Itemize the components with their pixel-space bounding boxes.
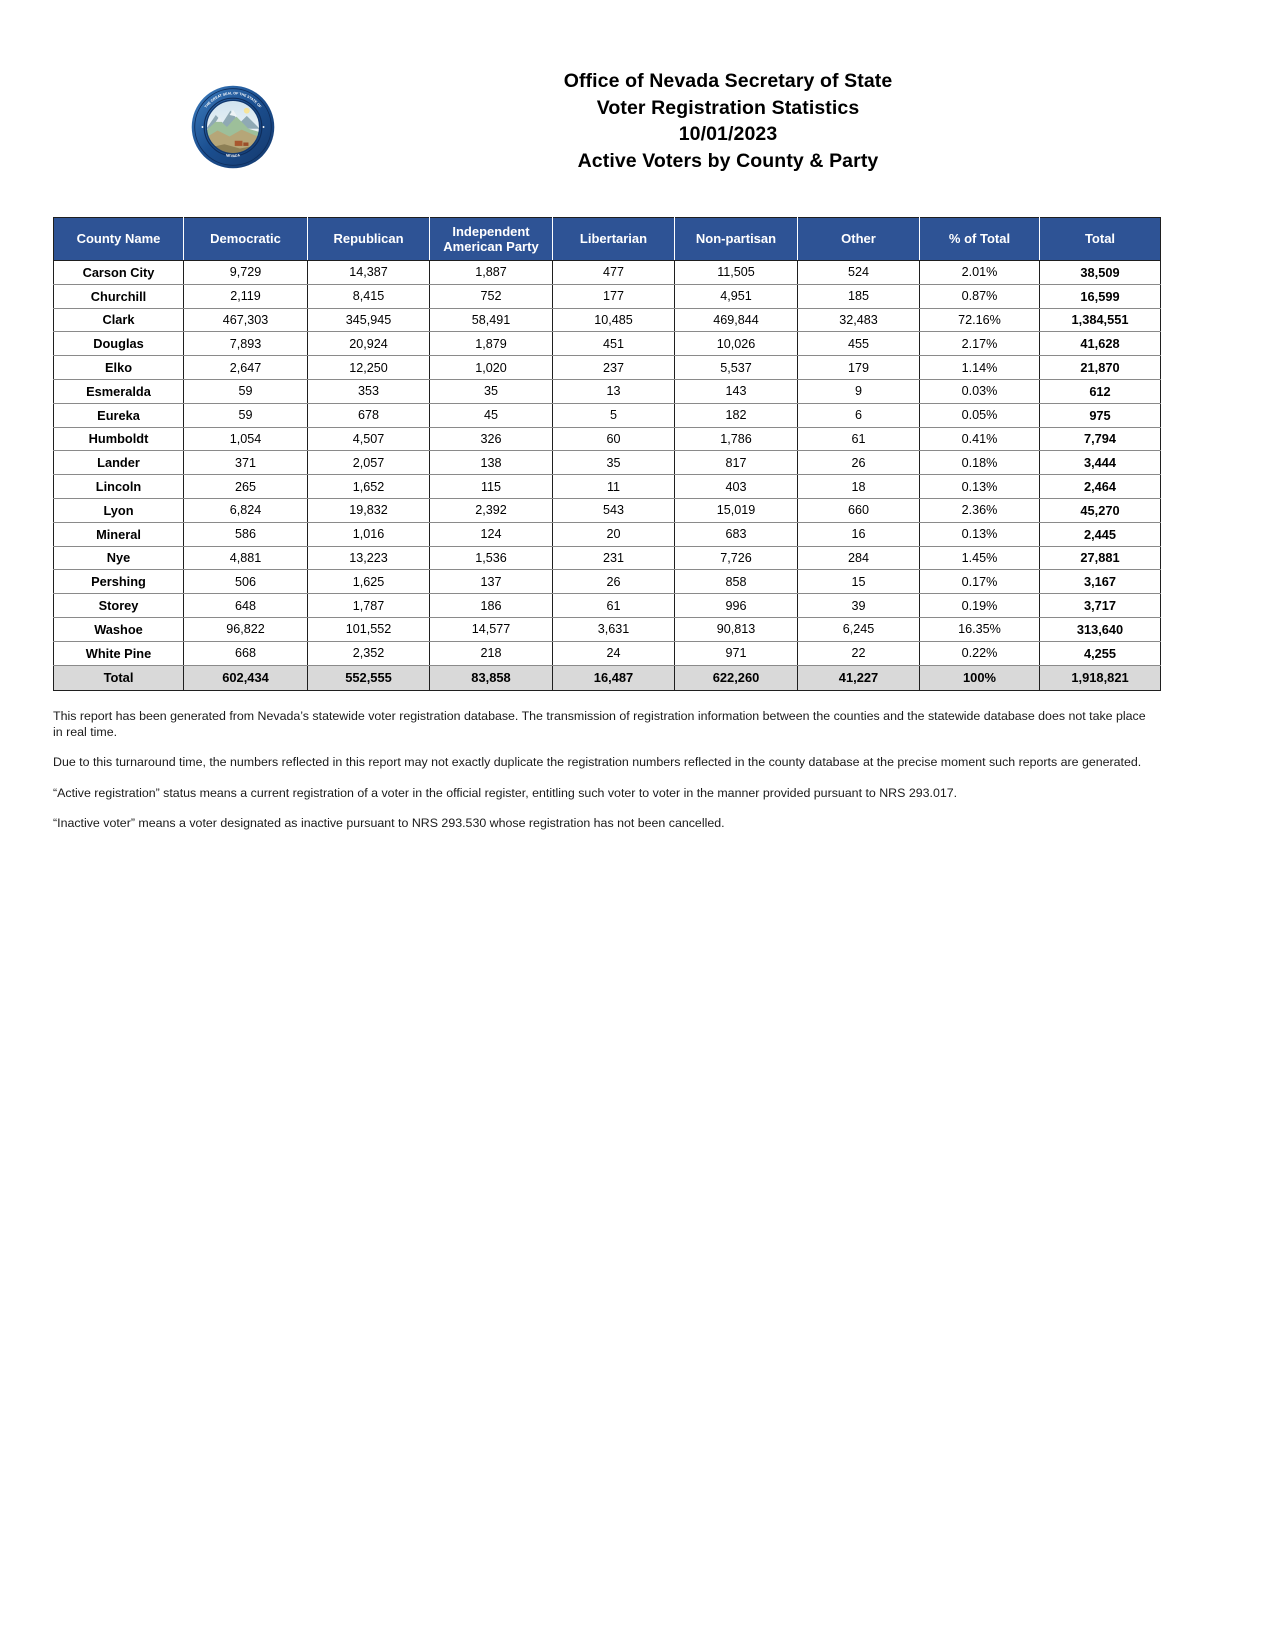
cell-total: 38,509 <box>1040 261 1161 285</box>
cell-county-name: White Pine <box>54 641 184 665</box>
cell-democratic: 1,054 <box>184 427 308 451</box>
column-header-total: Total <box>1040 218 1161 261</box>
table-row <box>54 475 1161 499</box>
report-header <box>0 0 1265 174</box>
cell-republican: 678 <box>308 403 430 427</box>
cell-county-name: Washoe <box>54 617 184 641</box>
table-row <box>54 332 1161 356</box>
cell-other: 26 <box>798 451 920 475</box>
cell-republican: 12,250 <box>308 356 430 380</box>
total-cell-democratic: 602,434 <box>184 665 308 690</box>
cell-total: 1,384,551 <box>1040 308 1161 332</box>
report-title-block <box>276 68 1265 174</box>
cell-pct-of-total: 0.41% <box>920 427 1040 451</box>
title-line-subject: Voter Registration Statistics <box>596 96 860 119</box>
table-row <box>54 356 1161 380</box>
svg-text:THE GREAT SEAL OF THE STATE OF: THE GREAT SEAL OF THE STATE OF <box>203 91 263 109</box>
cell-libertarian: 451 <box>553 332 675 356</box>
title-line-office: Office of Nevada Secretary of State <box>563 70 893 92</box>
table-row <box>54 379 1161 403</box>
table-row <box>54 261 1161 285</box>
cell-non-partisan: 858 <box>675 570 798 594</box>
cell-non-partisan: 4,951 <box>675 284 798 308</box>
cell-democratic: 371 <box>184 451 308 475</box>
cell-republican: 4,507 <box>308 427 430 451</box>
note-transmission: This report has been generated from Nevada’s statewide voter registration database. The transmission of registration information between the counties and the statewide database does not take place in real time. <box>53 708 1146 739</box>
table-row <box>54 594 1161 618</box>
cell-republican: 345,945 <box>308 308 430 332</box>
cell-county-name: Mineral <box>54 522 184 546</box>
nevada-state-seal-icon <box>190 84 276 170</box>
cell-county-name: Lander <box>54 451 184 475</box>
cell-republican: 14,387 <box>308 261 430 285</box>
cell-democratic: 586 <box>184 522 308 546</box>
cell-non-partisan: 1,786 <box>675 427 798 451</box>
total-cell-independent-american-party: 83,858 <box>430 665 553 690</box>
cell-republican: 1,787 <box>308 594 430 618</box>
cell-independent-american-party: 138 <box>430 451 553 475</box>
column-header-republican: Republican <box>308 218 430 261</box>
table-header-row-group <box>54 218 1161 261</box>
cell-non-partisan: 817 <box>675 451 798 475</box>
title-line-scope: Active Voters by County & Party <box>577 149 879 172</box>
total-cell-non-partisan: 622,260 <box>675 665 798 690</box>
cell-independent-american-party: 137 <box>430 570 553 594</box>
cell-pct-of-total: 72.16% <box>920 308 1040 332</box>
cell-total: 7,794 <box>1040 427 1161 451</box>
cell-republican: 1,625 <box>308 570 430 594</box>
cell-total: 3,444 <box>1040 451 1161 475</box>
cell-non-partisan: 10,026 <box>675 332 798 356</box>
total-cell-republican: 552,555 <box>308 665 430 690</box>
cell-independent-american-party: 1,020 <box>430 356 553 380</box>
table-row <box>54 546 1161 570</box>
cell-libertarian: 177 <box>553 284 675 308</box>
cell-pct-of-total: 16.35% <box>920 617 1040 641</box>
cell-pct-of-total: 2.17% <box>920 332 1040 356</box>
cell-republican: 1,016 <box>308 522 430 546</box>
cell-libertarian: 61 <box>553 594 675 618</box>
voter-registration-table-container <box>53 217 1160 691</box>
svg-text:NEVADA: NEVADA <box>225 153 241 159</box>
cell-pct-of-total: 0.05% <box>920 403 1040 427</box>
cell-pct-of-total: 2.01% <box>920 261 1040 285</box>
cell-total: 3,167 <box>1040 570 1161 594</box>
cell-libertarian: 3,631 <box>553 617 675 641</box>
cell-non-partisan: 5,537 <box>675 356 798 380</box>
cell-total: 612 <box>1040 379 1161 403</box>
cell-independent-american-party: 186 <box>430 594 553 618</box>
cell-independent-american-party: 14,577 <box>430 617 553 641</box>
column-header-non-partisan: Non-partisan <box>675 218 798 261</box>
cell-pct-of-total: 0.13% <box>920 522 1040 546</box>
cell-pct-of-total: 1.45% <box>920 546 1040 570</box>
cell-democratic: 2,119 <box>184 284 308 308</box>
cell-democratic: 4,881 <box>184 546 308 570</box>
cell-non-partisan: 11,505 <box>675 261 798 285</box>
cell-libertarian: 237 <box>553 356 675 380</box>
cell-county-name: Storey <box>54 594 184 618</box>
cell-other: 179 <box>798 356 920 380</box>
cell-libertarian: 477 <box>553 261 675 285</box>
cell-republican: 1,652 <box>308 475 430 499</box>
cell-total: 2,445 <box>1040 522 1161 546</box>
cell-republican: 13,223 <box>308 546 430 570</box>
total-cell-total: 1,918,821 <box>1040 665 1161 690</box>
cell-total: 975 <box>1040 403 1161 427</box>
cell-pct-of-total: 0.17% <box>920 570 1040 594</box>
cell-pct-of-total: 0.18% <box>920 451 1040 475</box>
cell-democratic: 467,303 <box>184 308 308 332</box>
cell-county-name: Humboldt <box>54 427 184 451</box>
table-row <box>54 641 1161 665</box>
cell-republican: 20,924 <box>308 332 430 356</box>
cell-total: 3,717 <box>1040 594 1161 618</box>
cell-democratic: 96,822 <box>184 617 308 641</box>
cell-non-partisan: 403 <box>675 475 798 499</box>
cell-independent-american-party: 326 <box>430 427 553 451</box>
cell-independent-american-party: 1,536 <box>430 546 553 570</box>
column-header-independent-american-party: Independent American Party <box>430 218 553 261</box>
cell-libertarian: 11 <box>553 475 675 499</box>
cell-county-name: Pershing <box>54 570 184 594</box>
cell-other: 15 <box>798 570 920 594</box>
cell-democratic: 506 <box>184 570 308 594</box>
cell-independent-american-party: 115 <box>430 475 553 499</box>
cell-non-partisan: 90,813 <box>675 617 798 641</box>
cell-other: 61 <box>798 427 920 451</box>
cell-pct-of-total: 0.13% <box>920 475 1040 499</box>
cell-total: 41,628 <box>1040 332 1161 356</box>
cell-libertarian: 5 <box>553 403 675 427</box>
total-cell-other: 41,227 <box>798 665 920 690</box>
cell-non-partisan: 182 <box>675 403 798 427</box>
cell-total: 21,870 <box>1040 356 1161 380</box>
cell-total: 2,464 <box>1040 475 1161 499</box>
cell-total: 313,640 <box>1040 617 1161 641</box>
cell-democratic: 6,824 <box>184 498 308 522</box>
note-turnaround: Due to this turnaround time, the numbers reflected in this report may not exactly duplicate the registration numbers reflected in the county database at the precise moment such reports are generated. <box>53 755 1142 770</box>
cell-libertarian: 13 <box>553 379 675 403</box>
cell-libertarian: 231 <box>553 546 675 570</box>
cell-democratic: 59 <box>184 379 308 403</box>
cell-independent-american-party: 58,491 <box>430 308 553 332</box>
cell-other: 22 <box>798 641 920 665</box>
column-header-county-name: County Name <box>54 218 184 261</box>
cell-pct-of-total: 0.03% <box>920 379 1040 403</box>
cell-other: 16 <box>798 522 920 546</box>
table-row <box>54 284 1161 308</box>
column-header-democratic: Democratic <box>184 218 308 261</box>
total-cell-county-name: Total <box>54 665 184 690</box>
column-header-pct-of-total: % of Total <box>920 218 1040 261</box>
voter-registration-table <box>53 217 1161 691</box>
cell-independent-american-party: 2,392 <box>430 498 553 522</box>
cell-county-name: Lincoln <box>54 475 184 499</box>
cell-other: 185 <box>798 284 920 308</box>
cell-county-name: Douglas <box>54 332 184 356</box>
cell-libertarian: 24 <box>553 641 675 665</box>
cell-other: 455 <box>798 332 920 356</box>
cell-independent-american-party: 124 <box>430 522 553 546</box>
cell-non-partisan: 971 <box>675 641 798 665</box>
cell-pct-of-total: 0.19% <box>920 594 1040 618</box>
cell-libertarian: 26 <box>553 570 675 594</box>
cell-non-partisan: 469,844 <box>675 308 798 332</box>
cell-county-name: Clark <box>54 308 184 332</box>
table-row <box>54 617 1161 641</box>
column-header-libertarian: Libertarian <box>553 218 675 261</box>
report-notes <box>53 708 1157 832</box>
total-cell-libertarian: 16,487 <box>553 665 675 690</box>
cell-other: 524 <box>798 261 920 285</box>
cell-pct-of-total: 0.87% <box>920 284 1040 308</box>
title-line-date: 10/01/2023 <box>678 123 778 145</box>
cell-democratic: 59 <box>184 403 308 427</box>
cell-independent-american-party: 1,887 <box>430 261 553 285</box>
cell-other: 660 <box>798 498 920 522</box>
cell-county-name: Churchill <box>54 284 184 308</box>
cell-county-name: Carson City <box>54 261 184 285</box>
cell-non-partisan: 143 <box>675 379 798 403</box>
cell-other: 6,245 <box>798 617 920 641</box>
cell-republican: 2,057 <box>308 451 430 475</box>
cell-county-name: Esmeralda <box>54 379 184 403</box>
note-active-definition: “Active registration” status means a current registration of a voter in the official register, entitling such voter to voter in the manner provided pursuant to NRS 293.017. <box>53 785 958 800</box>
table-row <box>54 522 1161 546</box>
table-row <box>54 570 1161 594</box>
cell-non-partisan: 683 <box>675 522 798 546</box>
cell-county-name: Elko <box>54 356 184 380</box>
cell-republican: 353 <box>308 379 430 403</box>
table-row <box>54 403 1161 427</box>
cell-republican: 2,352 <box>308 641 430 665</box>
cell-democratic: 668 <box>184 641 308 665</box>
cell-county-name: Lyon <box>54 498 184 522</box>
cell-democratic: 265 <box>184 475 308 499</box>
cell-total: 45,270 <box>1040 498 1161 522</box>
cell-democratic: 648 <box>184 594 308 618</box>
cell-democratic: 7,893 <box>184 332 308 356</box>
cell-other: 9 <box>798 379 920 403</box>
table-row <box>54 451 1161 475</box>
cell-other: 284 <box>798 546 920 570</box>
cell-non-partisan: 7,726 <box>675 546 798 570</box>
cell-total: 4,255 <box>1040 641 1161 665</box>
table-row <box>54 427 1161 451</box>
cell-libertarian: 60 <box>553 427 675 451</box>
cell-county-name: Eureka <box>54 403 184 427</box>
cell-republican: 101,552 <box>308 617 430 641</box>
cell-total: 27,881 <box>1040 546 1161 570</box>
note-inactive-definition: “Inactive voter” means a voter designated as inactive pursuant to NRS 293.530 whose registration has not been cancelled. <box>53 816 725 831</box>
cell-independent-american-party: 1,879 <box>430 332 553 356</box>
table-header-row <box>54 218 1161 261</box>
table-row <box>54 498 1161 522</box>
cell-libertarian: 543 <box>553 498 675 522</box>
cell-independent-american-party: 45 <box>430 403 553 427</box>
cell-non-partisan: 15,019 <box>675 498 798 522</box>
cell-other: 39 <box>798 594 920 618</box>
cell-independent-american-party: 752 <box>430 284 553 308</box>
cell-other: 18 <box>798 475 920 499</box>
cell-democratic: 2,647 <box>184 356 308 380</box>
table-body <box>54 261 1161 691</box>
cell-libertarian: 35 <box>553 451 675 475</box>
cell-republican: 8,415 <box>308 284 430 308</box>
cell-pct-of-total: 2.36% <box>920 498 1040 522</box>
cell-other: 32,483 <box>798 308 920 332</box>
cell-total: 16,599 <box>1040 284 1161 308</box>
cell-democratic: 9,729 <box>184 261 308 285</box>
cell-independent-american-party: 218 <box>430 641 553 665</box>
cell-independent-american-party: 35 <box>430 379 553 403</box>
cell-other: 6 <box>798 403 920 427</box>
cell-republican: 19,832 <box>308 498 430 522</box>
column-header-other: Other <box>798 218 920 261</box>
cell-pct-of-total: 0.22% <box>920 641 1040 665</box>
table-total-row <box>54 665 1161 690</box>
cell-non-partisan: 996 <box>675 594 798 618</box>
cell-libertarian: 20 <box>553 522 675 546</box>
cell-pct-of-total: 1.14% <box>920 356 1040 380</box>
cell-county-name: Nye <box>54 546 184 570</box>
cell-libertarian: 10,485 <box>553 308 675 332</box>
table-row <box>54 308 1161 332</box>
total-cell-pct-of-total: 100% <box>920 665 1040 690</box>
